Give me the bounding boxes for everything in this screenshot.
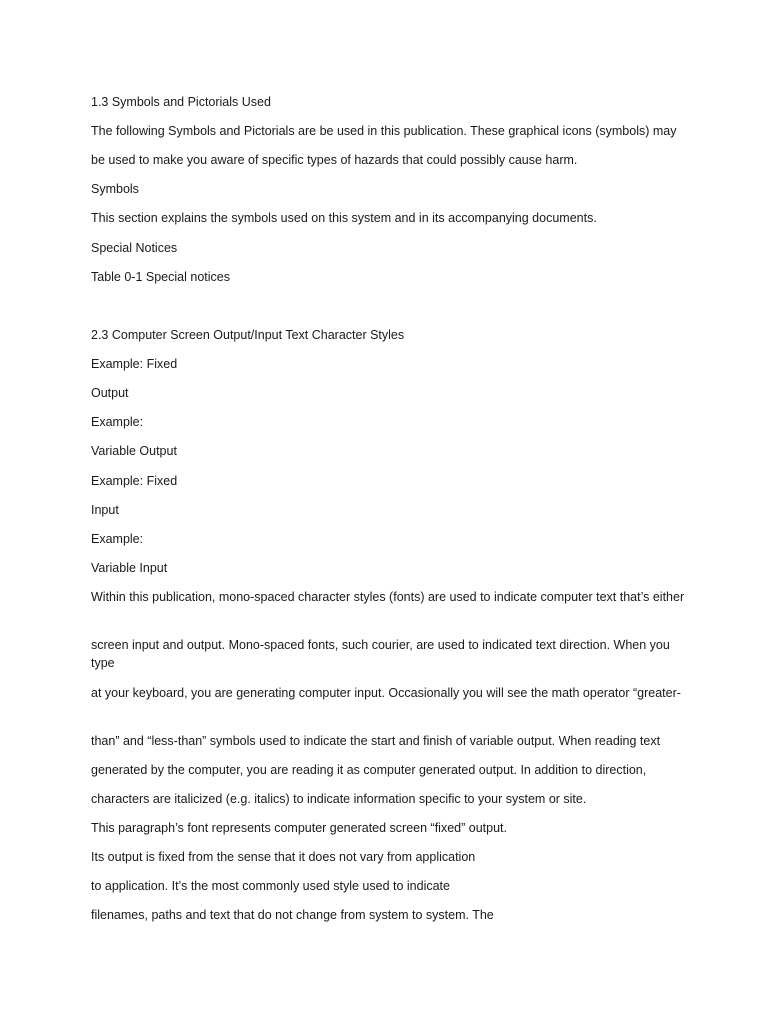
paragraph-line: generated by the computer, you are reading it as computer generated output. In addition to direction, (91, 763, 647, 777)
paragraph-line: This paragraph’s font represents computer generated screen “fixed” output. (91, 821, 507, 835)
paragraph-line: The following Symbols and Pictorials are be used in this publication. These graphical icons (symbols) may (91, 124, 677, 138)
subheading-special-notices: Special Notices (91, 241, 178, 255)
paragraph-line: be used to make you aware of specific types of hazards that could possibly cause harm. (91, 153, 578, 167)
example-label: Example: (91, 532, 144, 546)
section-heading-text-styles: 2.3 Computer Screen Output/Input Text Character Styles (91, 328, 405, 342)
example-label: Variable Input (91, 561, 168, 575)
paragraph-line-wrapped: at your keyboard, you are generating computer input. Occasionally you will see the math operator “greater- (91, 686, 681, 700)
paragraph-line-wrapped: Within this publication, mono-spaced character styles (fonts) are used to indicate computer text that’s either (91, 590, 685, 604)
paragraph-line: This section explains the symbols used on this system and in its accompanying documents. (91, 211, 597, 225)
subheading-symbols: Symbols (91, 182, 139, 196)
paragraph-line: to application. It’s the most commonly used style used to indicate (91, 879, 450, 893)
paragraph-line: filenames, paths and text that do not change from system to system. The (91, 908, 494, 922)
example-label: Output (91, 386, 129, 400)
paragraph-line: Its output is fixed from the sense that it does not vary from application (91, 850, 476, 864)
example-label: Example: Fixed (91, 474, 178, 488)
paragraph-line: characters are italicized (e.g. italics) to indicate information specific to your system or site. (91, 792, 587, 806)
example-label: Example: (91, 415, 144, 429)
section-heading-symbols: 1.3 Symbols and Pictorials Used (91, 95, 271, 109)
paragraph-line-wrapped: screen input and output. Mono-spaced fonts, such courier, are used to indicated text direction. When you type (91, 638, 670, 670)
paragraph-line: than” and “less-than” symbols used to indicate the start and finish of variable output. When reading text (91, 734, 661, 748)
table-caption: Table 0-1 Special notices (91, 270, 230, 284)
example-label: Input (91, 503, 119, 517)
example-label: Variable Output (91, 444, 177, 458)
example-label: Example: Fixed (91, 357, 178, 371)
